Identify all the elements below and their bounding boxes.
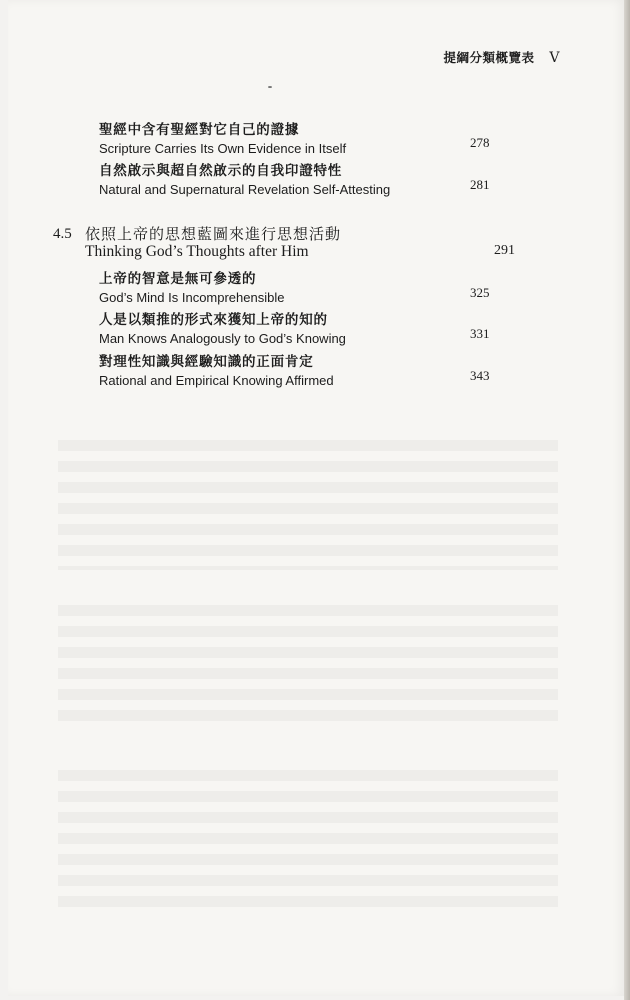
bleed-through-paragraph — [58, 440, 558, 570]
toc-entry-page: 281 — [470, 177, 490, 192]
toc-entry-en: Natural and Supernatural Revelation Self-Attesting — [99, 182, 391, 197]
header-page-number: V — [549, 50, 560, 66]
toc-entry-en: God’s Mind Is Incomprehensible — [99, 290, 285, 305]
toc-entry-zh: 上帝的智意是無可參透的 — [99, 271, 257, 287]
section-title-zh: 依照上帝的思想藍圖來進行思想活動 — [85, 225, 342, 243]
toc-entry-page: 325 — [470, 285, 490, 300]
toc-entry-zh: 聖經中含有聖經對它自己的證據 — [99, 122, 300, 138]
running-header — [444, 48, 561, 66]
header-title: 提綱分類概覽表 — [443, 50, 535, 65]
toc-entry — [99, 159, 390, 197]
toc-entry-zh: 對理性知識與經驗知識的正面肯定 — [99, 354, 314, 370]
toc-entry — [99, 118, 346, 156]
section-number: 4.5 — [53, 226, 72, 242]
toc-entry-en: Rational and Empirical Knowing Affirmed — [99, 373, 334, 388]
toc-entry — [99, 267, 284, 305]
toc-entry-en: Man Knows Analogously to God’s Knowing — [99, 331, 346, 346]
ink-dot — [268, 86, 272, 88]
toc-entry — [99, 308, 346, 346]
section-page: 291 — [494, 243, 515, 258]
toc-entry-page: 278 — [470, 135, 490, 150]
toc-entry-zh: 人是以類推的形式來獲知上帝的知的 — [99, 312, 328, 328]
toc-entry-en: Scripture Carries Its Own Evidence in Itself — [99, 141, 347, 156]
section-title-en: Thinking God’s Thoughts after Him — [85, 243, 309, 260]
toc-entry-page: 331 — [470, 326, 490, 341]
toc-entry-page: 343 — [470, 368, 490, 383]
bleed-through-paragraph — [58, 605, 558, 730]
bleed-through-paragraph — [58, 770, 558, 910]
toc-entry-zh: 自然啟示與超自然啟示的自我印證特性 — [99, 163, 343, 179]
toc-entry — [99, 350, 334, 388]
page-edge — [624, 0, 630, 1000]
